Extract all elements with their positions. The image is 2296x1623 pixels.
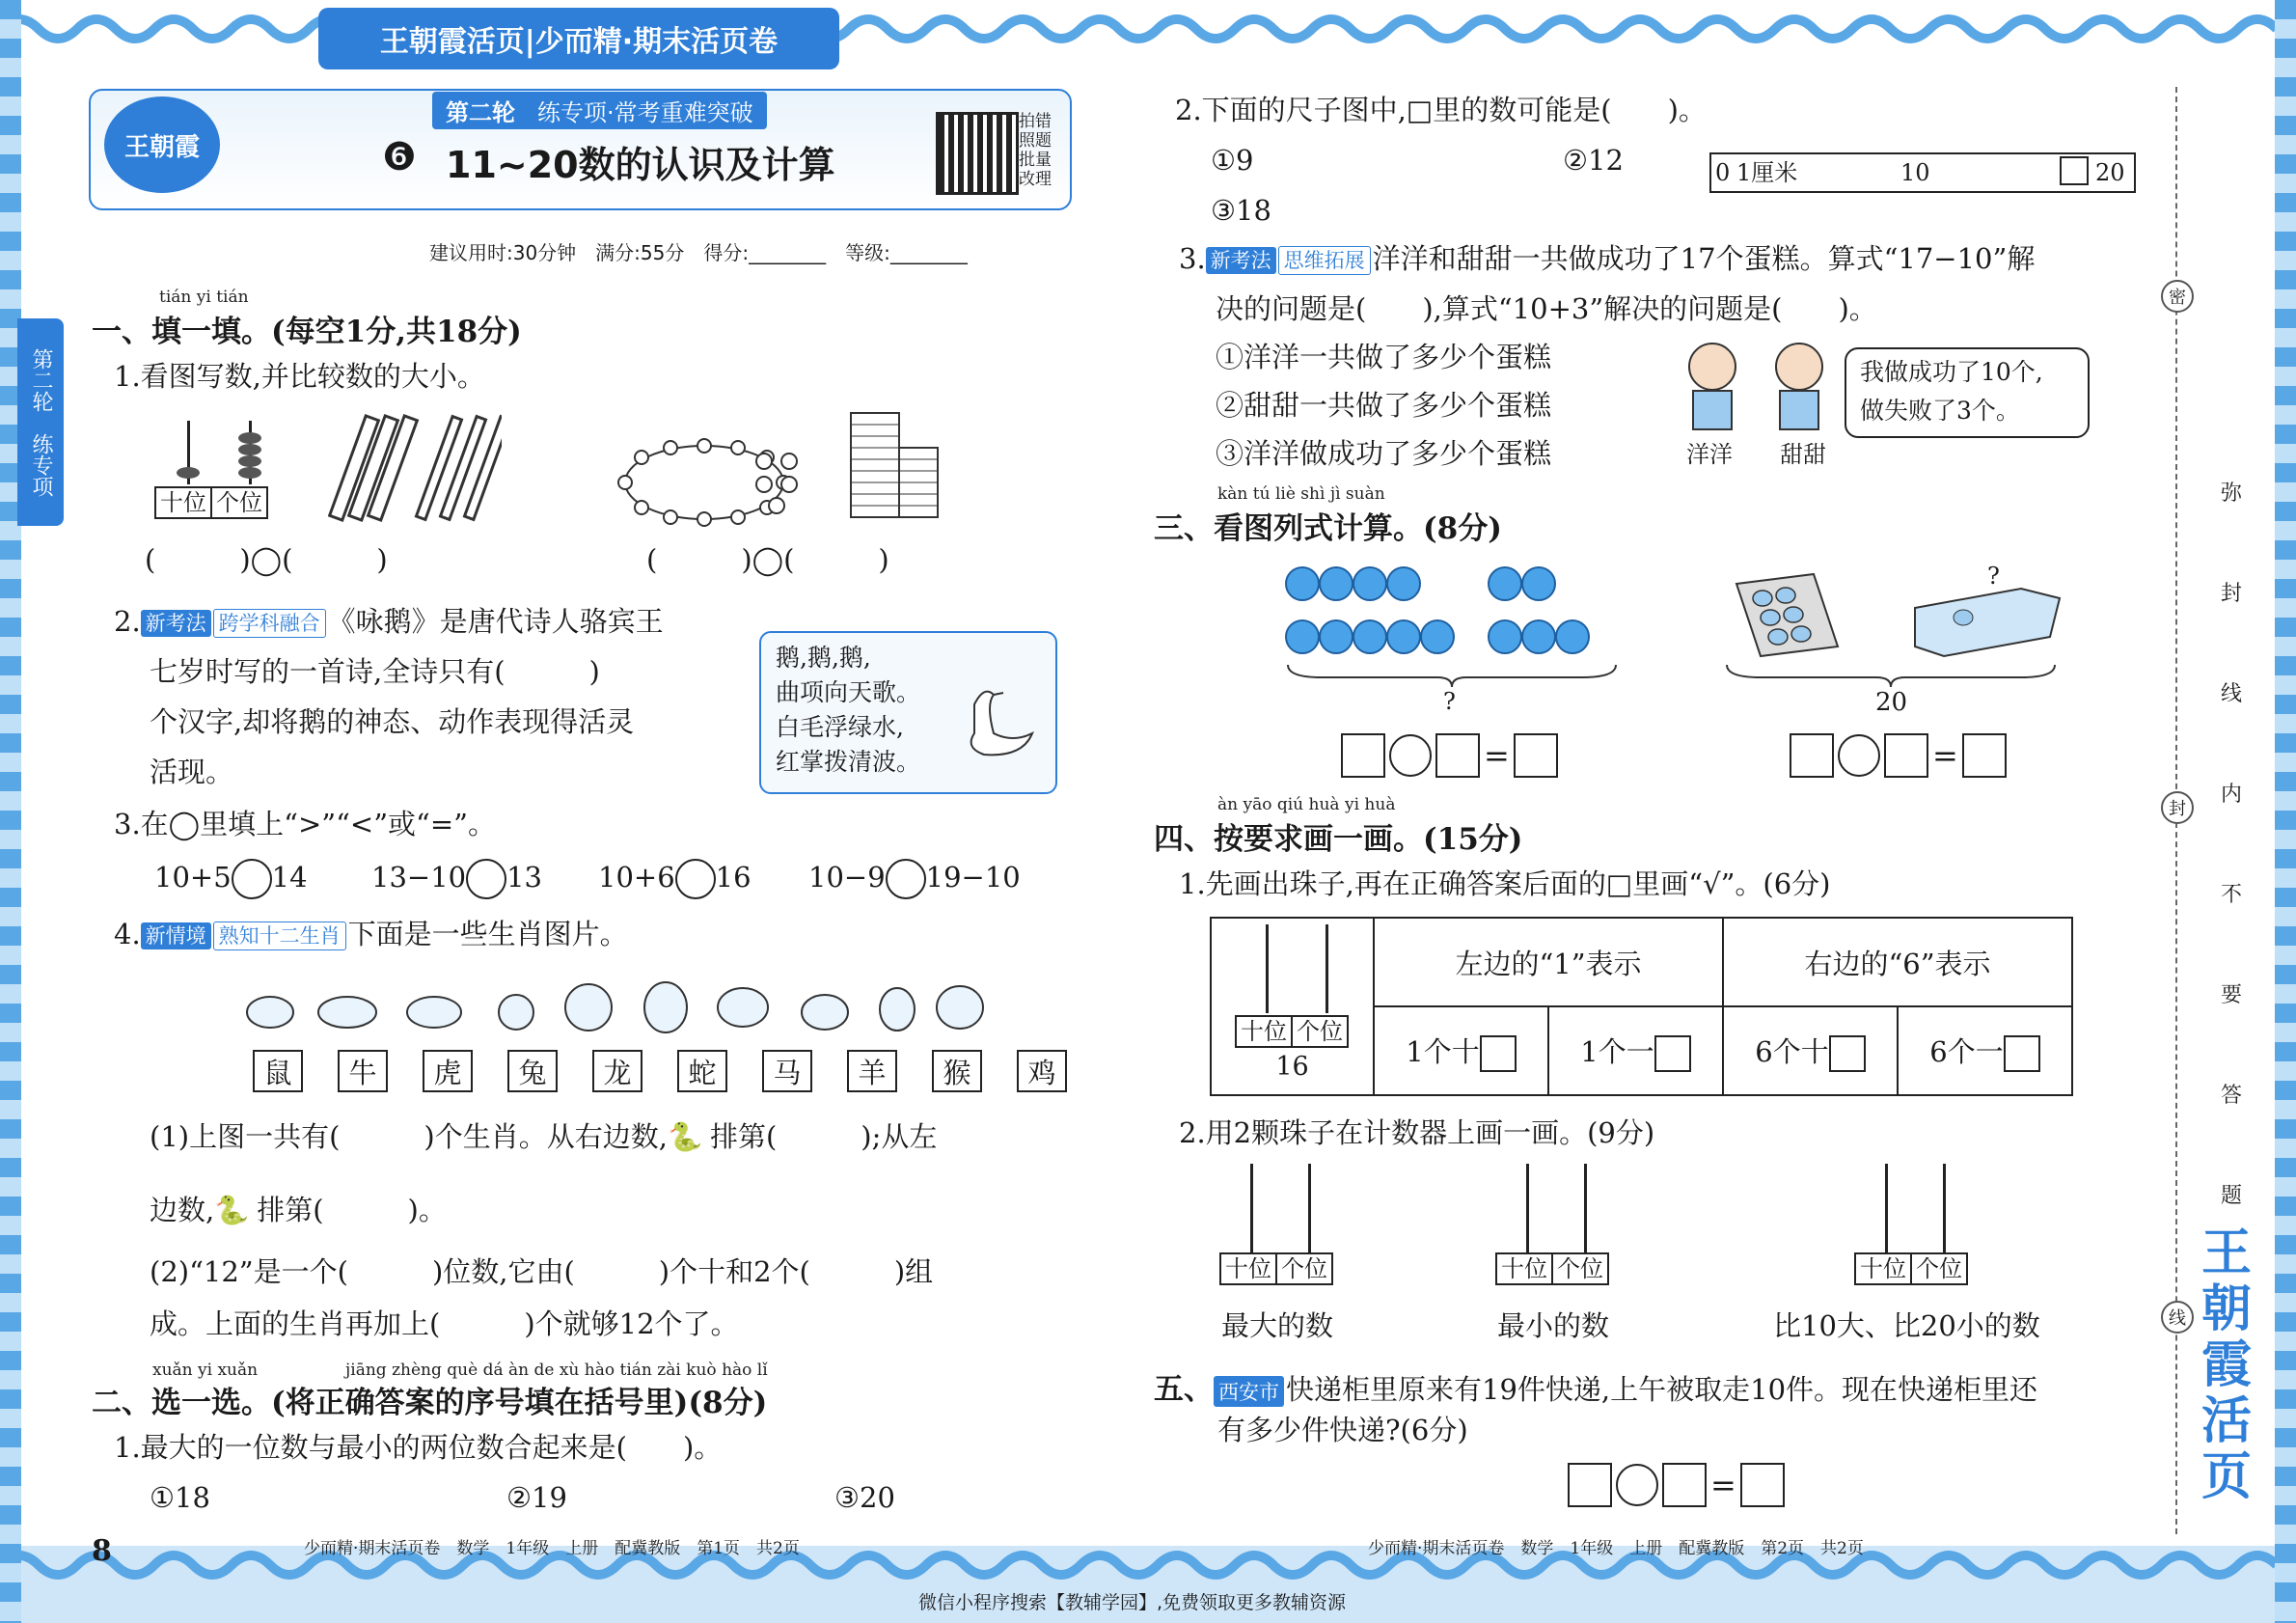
binding-text: 弥 封 线 内 不 要 答 题 xyxy=(2221,481,2243,1208)
part4-pinyin: àn yāo qiú huà yi huà xyxy=(1217,795,1396,814)
brace-left xyxy=(1283,660,1621,689)
q1-text: 1.看图写数,并比较数的大小。 xyxy=(114,360,485,393)
part2-pinyin-2: jiāng zhèng què dá àn de xù hào tián zài kuò hào lǐ xyxy=(345,1361,768,1380)
zodiac-label: 牛 xyxy=(338,1050,388,1092)
zodiac-label: 兔 xyxy=(507,1050,558,1092)
part3-pinyin: kàn tú liè shì jì suàn xyxy=(1217,484,1385,504)
q3-item-2: 13−10 13 xyxy=(371,859,542,899)
brace-right xyxy=(1722,660,2060,689)
tag-new-method: 新考法 xyxy=(1206,247,1276,274)
check-box[interactable] xyxy=(1829,1035,1866,1072)
abacus-rod xyxy=(1526,1164,1529,1252)
q3-item-3: 10+6 16 xyxy=(598,859,752,899)
zodiac-animals-image xyxy=(241,969,994,1046)
answer-box[interactable] xyxy=(1662,1463,1707,1507)
equation-left: = xyxy=(1341,733,1558,778)
poem-line: 红掌拨清波。 xyxy=(776,748,921,776)
p2-q3-opt: ①洋洋一共做了多少个蛋糕 xyxy=(1216,341,1552,373)
table-cell[interactable]: 6个一 xyxy=(1898,1006,2072,1095)
part1-heading: 一、填一填。(每空1分,共18分) xyxy=(92,315,522,349)
place-value-label: 十位 个位 xyxy=(1219,1252,1333,1285)
abacus-caption: 比10大、比20小的数 xyxy=(1773,1309,2040,1342)
compare-circle[interactable] xyxy=(675,859,716,899)
footer-right: 少而精·期末活页卷 数学 1年级 上册 配冀教版 第2页 共2页 xyxy=(1368,1539,1864,1558)
p2-q1-opt: ①18 xyxy=(150,1481,210,1514)
part2-pinyin: xuǎn yi xuǎn xyxy=(152,1361,259,1380)
tag-new-scene: 新情境 xyxy=(141,922,211,949)
check-box[interactable] xyxy=(2004,1035,2040,1072)
ruler-label: 10 xyxy=(1900,159,1930,186)
round-label: 第二轮 xyxy=(432,92,529,129)
operator-circle[interactable] xyxy=(1616,1464,1658,1506)
zodiac-label: 鼠 xyxy=(253,1050,303,1092)
header-banner: 王朝霞活页|少而精·期末活页卷 xyxy=(318,8,839,69)
place-value-table xyxy=(1210,917,2073,1096)
p2-q3-line-1: 3. 新考法 思维拓展 洋洋和甜甜一共做成功了17个蛋糕。算式“17−10”解 xyxy=(1179,242,2036,275)
binding-mark: 线 xyxy=(2161,1301,2194,1334)
q4-1-line-1: (1)上图一共有( )个生肖。从右边数,🐍 排第( );从左 xyxy=(150,1119,937,1158)
abacus-caption: 最小的数 xyxy=(1497,1309,1610,1342)
q3-text: 3.在◯里填上“>”“<”或“=”。 xyxy=(114,808,496,840)
binding-mark: 密 xyxy=(2161,280,2194,313)
q2-line-3: 个汉字,却将鹅的神态、动作表现得活灵 xyxy=(150,705,635,738)
page-title: 11~20数的认识及计算 xyxy=(446,144,835,186)
zodiac-label: 羊 xyxy=(847,1050,897,1092)
abacus-rod xyxy=(1250,1164,1253,1252)
left-wave-border xyxy=(0,0,21,1623)
answer-box[interactable] xyxy=(1884,733,1928,778)
q2-line-1: 2. 新考法 跨学科融合 《咏鹅》是唐代诗人骆宾王 xyxy=(114,605,664,638)
page-number: 8 xyxy=(92,1534,112,1568)
q4-1-line-2: 边数,🐍 排第( )。 xyxy=(150,1193,447,1231)
abacus-beads xyxy=(170,425,228,482)
p2-q1-text: 1.最大的一位数与最小的两位数合起来是( )。 xyxy=(114,1431,723,1464)
total-label: 20 xyxy=(1875,688,1908,717)
p5-line-2: 有多少件快递?(6分) xyxy=(1217,1414,1468,1446)
ruler-answer-box[interactable] xyxy=(2060,156,2089,185)
tag-cross-subject: 跨学科融合 xyxy=(213,609,326,638)
loose-beads-image xyxy=(752,450,810,517)
equation-right: = xyxy=(1790,733,2007,778)
p2-q1-opt: ③20 xyxy=(834,1481,895,1514)
part3-heading: 三、看图列式计算。(8分) xyxy=(1154,511,1502,546)
p2-q3-line-2: 决的问题是( ),算式“10+3”解决的问题是( )。 xyxy=(1216,292,1877,325)
footer-bottom: 微信小程序搜索【教辅学园】,免费领取更多教辅资源 xyxy=(918,1592,1347,1613)
right-question-mark: ? xyxy=(1987,563,2000,590)
q3-item-1: 10+5 14 xyxy=(154,859,308,899)
abacus-rod xyxy=(1885,1164,1888,1252)
answer-box[interactable] xyxy=(1962,733,2007,778)
place-value-label: 十位 个位 xyxy=(1495,1252,1609,1285)
q1-compare-a: ( )◯( ) xyxy=(145,543,388,576)
zodiac-label: 龙 xyxy=(592,1050,642,1092)
child-name: 洋洋 xyxy=(1686,441,1733,468)
footer-left: 少而精·期末活页卷 数学 1年级 上册 配冀教版 第1页 共2页 xyxy=(304,1539,800,1558)
p2-q2-opt: ②12 xyxy=(1563,144,1624,177)
tag-city: 西安市 xyxy=(1214,1376,1284,1407)
operator-circle[interactable] xyxy=(1389,734,1432,777)
table-head: 左边的“1”表示 xyxy=(1374,918,1723,1006)
place-value-label: 十位 个位 xyxy=(154,486,268,519)
snake-icon: 🐍 xyxy=(667,1120,703,1153)
zodiac-row xyxy=(253,1050,1067,1092)
zodiac-label: 马 xyxy=(762,1050,812,1092)
poem-line: 鹅,鹅,鹅, xyxy=(776,644,871,672)
zodiac-label: 猴 xyxy=(932,1050,982,1092)
answer-box[interactable] xyxy=(1740,1463,1785,1507)
q1-compare-b: ( )◯( ) xyxy=(646,543,889,576)
answer-box[interactable] xyxy=(1514,733,1558,778)
p2-q2-text: 2.下面的尺子图中,□里的数可能是( )。 xyxy=(1175,94,1707,126)
zodiac-label: 虎 xyxy=(423,1050,473,1092)
tag-thinking: 思维拓展 xyxy=(1278,246,1371,275)
p4-q2-text: 2.用2颗珠子在计数器上画一画。(9分) xyxy=(1179,1116,1655,1149)
p2-q3-opt: ③洋洋做成功了多少个蛋糕 xyxy=(1216,437,1552,470)
abacus-rod xyxy=(1308,1164,1311,1252)
compare-circle[interactable] xyxy=(466,859,506,899)
abacus-rod xyxy=(1943,1164,1946,1252)
q4-2-line-1: (2)“12”是一个( )位数,它由( )个十和2个( )组 xyxy=(150,1255,934,1288)
speech-line: 做失败了3个。 xyxy=(1860,397,2020,425)
p2-q3-opt: ②甜甜一共做了多少个蛋糕 xyxy=(1216,389,1552,422)
binding-mark: 封 xyxy=(2161,791,2194,824)
qr-code[interactable] xyxy=(936,112,1019,195)
zodiac-label: 蛇 xyxy=(677,1050,727,1092)
poem-text xyxy=(776,641,920,780)
poem-line: 曲项向天歌。 xyxy=(776,678,921,706)
check-box[interactable] xyxy=(1480,1035,1517,1072)
section-number: ❻ xyxy=(382,135,417,179)
place-value-label: 十位 个位 xyxy=(1854,1252,1968,1285)
part2-heading: 二、选一选。(将正确答案的序号填在括号里)(8分) xyxy=(92,1386,768,1420)
speech-line: 我做成功了10个, xyxy=(1860,358,2043,386)
answer-box[interactable] xyxy=(1790,733,1834,778)
tag-zodiac: 熟知十二生肖 xyxy=(213,922,346,950)
ruler-label: 1厘米 xyxy=(1736,159,1798,186)
child-name: 甜甜 xyxy=(1780,441,1826,468)
answer-box[interactable] xyxy=(1341,733,1385,778)
operator-circle[interactable] xyxy=(1838,734,1880,777)
logo: 王朝霞 xyxy=(104,96,220,193)
ruler-label: 20 xyxy=(2095,159,2125,186)
table-cell[interactable]: 1个十 xyxy=(1374,1006,1548,1095)
snake-icon: 🐍 xyxy=(214,1194,250,1226)
q4-line: 4. 新情境 熟知十二生肖 下面是一些生肖图片。 xyxy=(114,918,628,950)
p2-q2-opt: ③18 xyxy=(1211,194,1271,227)
table-head: 右边的“6”表示 xyxy=(1723,918,2072,1006)
ruler-label: 0 xyxy=(1715,159,1731,186)
left-question-mark: ? xyxy=(1443,688,1456,715)
q4-2-line-2: 成。上面的生肖再加上( )个就够12个了。 xyxy=(150,1307,739,1340)
qr-side-label: 拍错照题批量改理 xyxy=(1019,112,1052,189)
abacus-rod xyxy=(1584,1164,1587,1252)
meta-line: 建议用时:30分钟 满分:55分 得分:________ 等级:________ xyxy=(429,241,968,264)
brand-vertical: 王朝霞活页 xyxy=(2201,1224,2253,1506)
answer-box[interactable] xyxy=(1568,1463,1612,1507)
table-cell[interactable]: 1个一 xyxy=(1548,1006,1723,1095)
part1-pinyin: tián yi tián xyxy=(159,288,249,307)
compare-circle[interactable] xyxy=(886,859,926,899)
part4-heading: 四、按要求画一画。(15分) xyxy=(1154,822,1523,857)
abacus-caption: 最大的数 xyxy=(1221,1309,1334,1342)
table-cell[interactable]: 6个十 xyxy=(1723,1006,1898,1095)
section-label: 练专项·常考重难突破 xyxy=(524,92,767,129)
equation-p5: = xyxy=(1568,1463,1785,1507)
answer-box[interactable] xyxy=(1435,733,1480,778)
p2-q1-opt: ②19 xyxy=(506,1481,567,1514)
children-illustration xyxy=(1674,338,1838,444)
egg-tray-image xyxy=(1732,569,2069,666)
q2-line-4: 活现。 xyxy=(150,756,234,788)
p4-q1-text: 1.先画出珠子,再在正确答案后面的□里画“√”。(6分) xyxy=(1179,867,1831,900)
goose-illustration xyxy=(945,675,1042,772)
stick-bundle-image xyxy=(328,405,502,531)
p2-q2-opt: ①9 xyxy=(1211,144,1254,177)
abacus-cell: 十位 个位 16 xyxy=(1211,918,1374,1095)
zodiac-label: 鸡 xyxy=(1017,1050,1067,1092)
side-tab: 第二轮 练专项 xyxy=(17,318,64,526)
cube-stack-image xyxy=(849,409,945,525)
right-wave-border xyxy=(2275,0,2296,1623)
q2-line-2: 七岁时写的一首诗,全诗只有( ) xyxy=(150,655,600,688)
compare-circle[interactable] xyxy=(232,859,272,899)
q3-item-4: 10−9 19−10 xyxy=(808,859,1021,899)
part5-heading: 五、 西安市 快递柜里原来有19件快递,上午被取走10件。现在快递柜里还 xyxy=(1154,1372,2038,1407)
check-box[interactable] xyxy=(1654,1035,1691,1072)
poem-line: 白毛浮绿水, xyxy=(776,713,904,741)
tag-new-method: 新考法 xyxy=(141,610,211,637)
